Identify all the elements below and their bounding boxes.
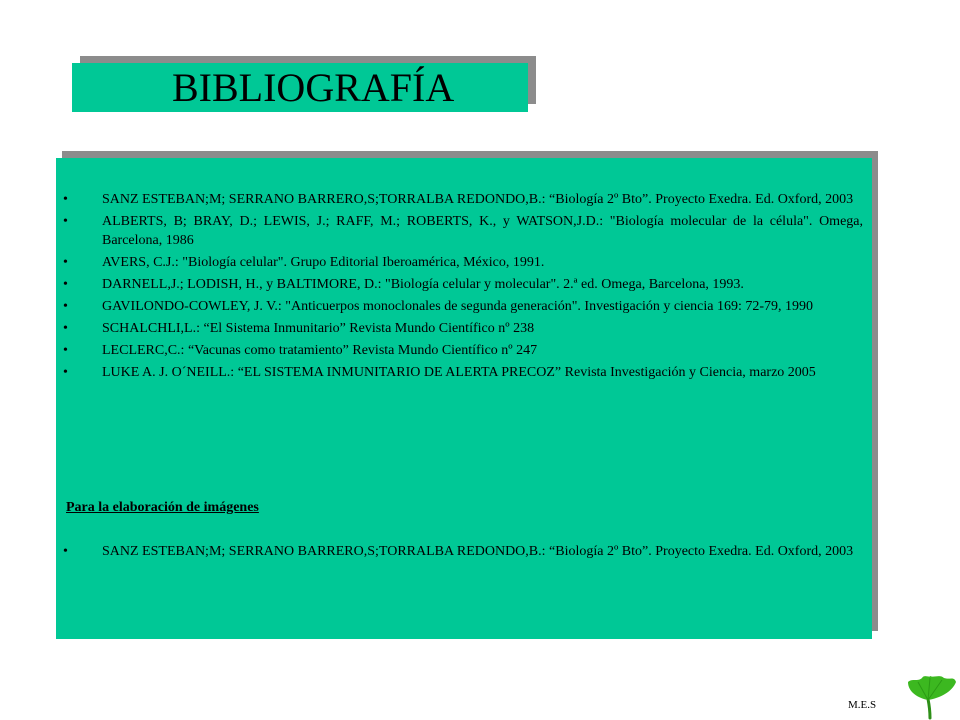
reference-list [56,190,872,385]
bullet-glyph: • [63,321,68,336]
reference-item [56,319,872,338]
page-title: BIBLIOGRAFÍA [172,65,455,110]
reference-item [56,253,872,272]
reference-item [56,363,872,382]
reference-item [56,275,872,294]
reference-text: DARNELL,J.; LODISH, H., y BALTIMORE, D.: "Biología celular y molecular". 2.ª ed. Omega, Barcelona, 1993. [102,277,744,292]
reference-text: GAVILONDO-COWLEY, J. V.: "Anticuerpos monoclonales de segunda generación". Investigación y ciencia 169: 72-79, 1990 [102,299,814,314]
title-banner [72,63,528,112]
bullet-glyph: • [63,299,68,314]
reference-text: AVERS, C.J.: "Biología celular". Grupo Editorial Iberoamérica, México, 1991. [102,255,545,270]
bullet-glyph: • [63,192,68,207]
images-heading: Para la elaboración de imágenes [66,500,259,515]
reference-text: SCHALCHLI,L.: “El Sistema Inmunitario” Revista Mundo Científico nº 238 [102,321,535,336]
reference-text: ALBERTS, B; BRAY, D.; LEWIS, J.; RAFF, M.; ROBERTS, K., y WATSON,J.D.: "Biología molecular de la célula". Omega, Barcelona, 1986 [102,214,863,248]
reference-text: SANZ ESTEBAN;M; SERRANO BARRERO,S;TORRALBA REDONDO,B.: “Biología 2º Bto”. Proyecto Exedra. Ed. Oxford, 2003 [102,192,854,207]
reference-text: LECLERC,C.: “Vacunas como tratamiento” Revista Mundo Científico nº 247 [102,343,538,358]
reference-item [56,190,872,209]
bullet-glyph: • [63,255,68,270]
bullet-glyph: • [63,343,68,358]
reference-item [56,297,872,316]
reference-text: SANZ ESTEBAN;M; SERRANO BARRERO,S;TORRALBA REDONDO,B.: “Biología 2º Bto”. Proyecto Exedra. Ed. Oxford, 2003 [102,544,854,559]
reference-text: LUKE A. J. O´NEILL.: “EL SISTEMA INMUNITARIO DE ALERTA PRECOZ” Revista Investigación y Ciencia, marzo 2005 [102,365,816,380]
bibliography-panel [56,158,872,639]
reference-item [56,542,872,561]
reference-item [56,341,872,360]
image-reference-list [56,542,872,564]
bullet-glyph: • [63,214,68,229]
ginkgo-leaf-icon [900,672,958,720]
author-initials: M.E.S [848,699,877,711]
bullet-glyph: • [63,544,68,559]
reference-item [56,212,872,250]
bullet-glyph: • [63,277,68,292]
bullet-glyph: • [63,365,68,380]
